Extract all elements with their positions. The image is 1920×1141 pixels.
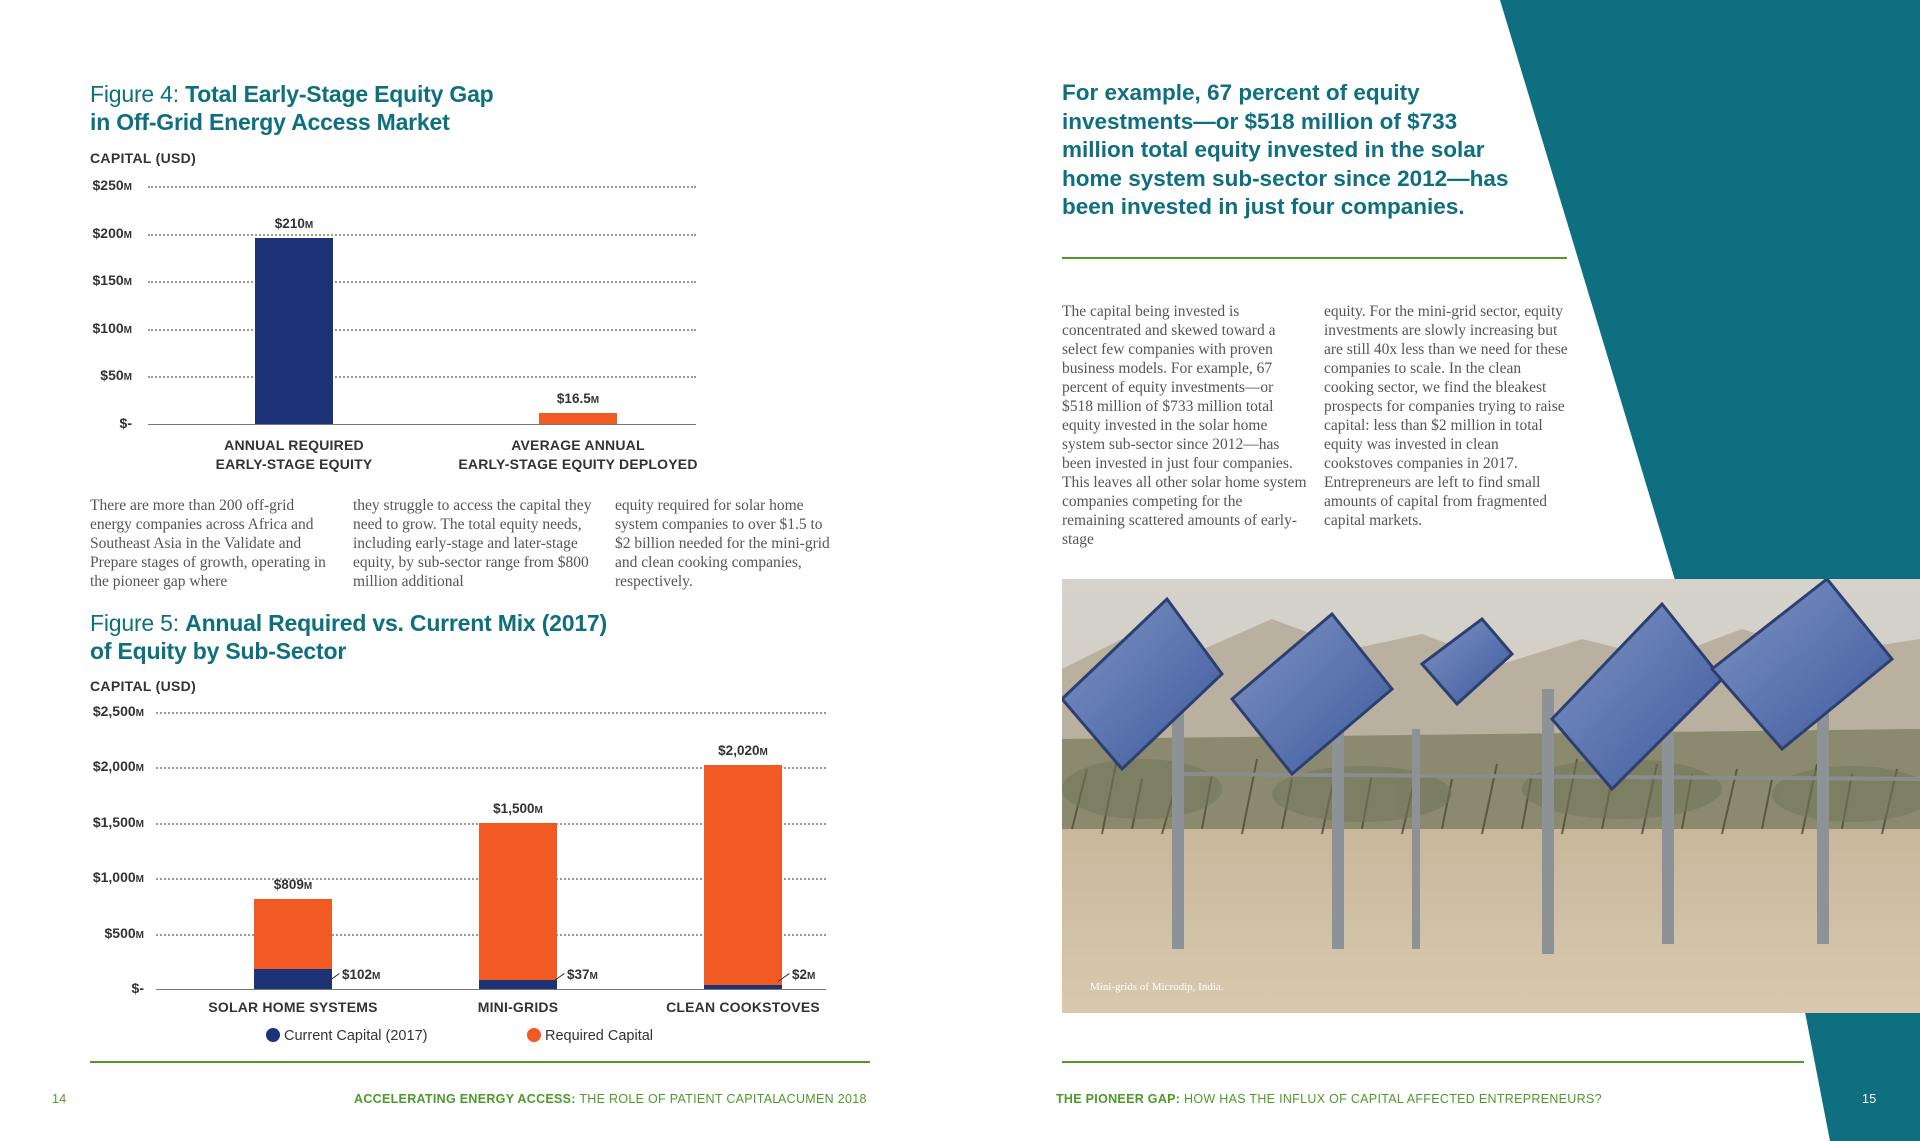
left-page-number: 14	[52, 1092, 67, 1106]
figure5-bar-current	[704, 985, 782, 989]
figure5-current-label: $2M	[792, 967, 816, 982]
figure5-current-label: $102M	[342, 967, 381, 982]
figure4-y-tick: $50M	[100, 367, 132, 384]
pull-quote-rule	[1062, 257, 1567, 259]
right-footer-title-rest: HOW HAS THE INFLUX OF CAPITAL AFFECTED ENTREPRENEURS?	[1180, 1092, 1602, 1106]
legend-current-label: Current Capital (2017)	[284, 1028, 428, 1044]
right-body-col-2: equity. For the mini-grid sector, equity investments are slowly increasing but are still 40x less than we need for these companies to scale. In the clean cooking sector, we find the bleakest prospects for companies trying to raise capital: less than $2 million in total equity was invested in clean cookstoves companies in 2017. Entrepreneurs are left to find small amounts of capital from fragmented capital markets.	[1324, 303, 1568, 529]
figure4-y-tick: $-	[119, 415, 132, 431]
figure5-required-label: $1,500M	[493, 800, 543, 816]
figure5-bar-required	[479, 823, 557, 980]
figure4-title-prefix: Figure 4:	[90, 81, 186, 107]
right-footer-rule	[1062, 1061, 1804, 1063]
figure5-bar-current	[479, 980, 557, 989]
figure5-bar-current	[254, 969, 332, 989]
figure5-bar-required	[254, 899, 332, 969]
left-footer-title-rest: THE ROLE OF PATIENT CAPITAL	[575, 1092, 780, 1106]
right-footer-title	[1056, 1092, 1602, 1106]
figure5-legend-current	[266, 1028, 427, 1044]
pull-quote: For example, 67 percent of equity investments—or $518 million of $733 million total equity invested in the solar home system sub-sector since 2012—has been invested in just four companies.	[1062, 80, 1509, 219]
figure5-y-tick: $500M	[104, 924, 144, 941]
figure5-current-label: $37M	[567, 967, 598, 982]
figure4-title-line2: in Off-Grid Energy Access Market	[90, 109, 450, 135]
left-footer-title-bold: ACCELERATING ENERGY ACCESS:	[354, 1092, 576, 1106]
figure5-gridline	[156, 989, 826, 990]
figure4-bar-label: $16.5M	[556, 390, 600, 406]
figure5-title-line1: Annual Required vs. Current Mix (2017)	[185, 610, 607, 636]
figure4-category-label: AVERAGE ANNUAL EARLY-STAGE EQUITY DEPLOYED	[458, 437, 698, 472]
right-footer-title-bold: THE PIONEER GAP:	[1056, 1092, 1181, 1106]
solar-panels-photo	[1062, 579, 1920, 1013]
legend-required-label: Required Capital	[545, 1028, 654, 1044]
figure5-y-tick: $1,000M	[92, 869, 144, 886]
figure4-y-tick: $150M	[92, 272, 132, 289]
figure4-y-tick: $200M	[92, 224, 132, 241]
figure4-title-line1: Total Early-Stage Equity Gap	[185, 81, 494, 107]
figure5-y-tick: $-	[131, 980, 144, 996]
left-footer-title	[354, 1092, 780, 1106]
figure5-y-tick: $1,500M	[92, 813, 144, 830]
left-body-col-3: equity required for solar home system companies to over $1.5 to $2 billion needed for the mini-grid and clean cooking companies, respectively.	[615, 497, 830, 590]
figure5-gridline	[156, 712, 826, 714]
left-footer-rule	[90, 1061, 870, 1063]
solar-panels-illustration	[1062, 579, 1920, 1013]
figure4-axis-label: CAPITAL (USD)	[90, 150, 197, 166]
legend-navy-dot	[266, 1028, 280, 1042]
figure4-y-tick: $250M	[92, 177, 132, 193]
photo-caption: Mini-grids of Microdip, India.	[1090, 981, 1224, 993]
figure5-category-label: SOLAR HOME SYSTEMS	[208, 999, 378, 1015]
figure5-axis-label: CAPITAL (USD)	[90, 678, 197, 694]
figure5-required-label: $809M	[273, 877, 313, 893]
figure4-y-tick: $100M	[92, 319, 132, 336]
figure5-required-label: $2,020M	[718, 743, 768, 759]
figure5-category-label: MINI-GRIDS	[477, 999, 559, 1015]
figure5-title-prefix: Figure 5:	[90, 610, 186, 636]
right-body-col-1: The capital being invested is concentrated and skewed toward a select few companies with proven business models. For example, 67 percent of equity investments—or $518 million of $733 million total equity invested in the solar home system sub-sector since 2012—has been invested in just four companies. This leaves all other solar home system companies competing for the remaining scattered amounts of early-stage	[1062, 303, 1307, 548]
figure5-y-tick: $2,500M	[92, 703, 144, 719]
left-body-col-2: they struggle to access the capital they need to grow. The total equity needs, including early-stage and later-stage equity, by sub-sector range from $800 million additional	[353, 497, 592, 590]
figure4-category-label: ANNUAL REQUIRED EARLY-STAGE EQUITY	[215, 437, 373, 472]
figure5-legend-required	[527, 1028, 653, 1044]
figure5-chart	[0, 0, 900, 1060]
right-page-number: 15	[1862, 1092, 1877, 1106]
figure5-y-tick: $2,000M	[92, 758, 144, 775]
legend-orange-dot	[527, 1028, 541, 1042]
figure5-bar-required	[704, 765, 782, 984]
left-body-col-1: There are more than 200 off-grid energy companies across Africa and Southeast Asia in the Validate and Prepare stages of growth, operating in the pioneer gap where	[90, 497, 326, 590]
figure4-bar-label: $210M	[274, 216, 314, 232]
left-footer-org: ACUMEN 2018	[778, 1092, 867, 1106]
figure5-title-line2: of Equity by Sub-Sector	[90, 638, 347, 664]
figure5-category-label: CLEAN COOKSTOVES	[666, 999, 820, 1015]
